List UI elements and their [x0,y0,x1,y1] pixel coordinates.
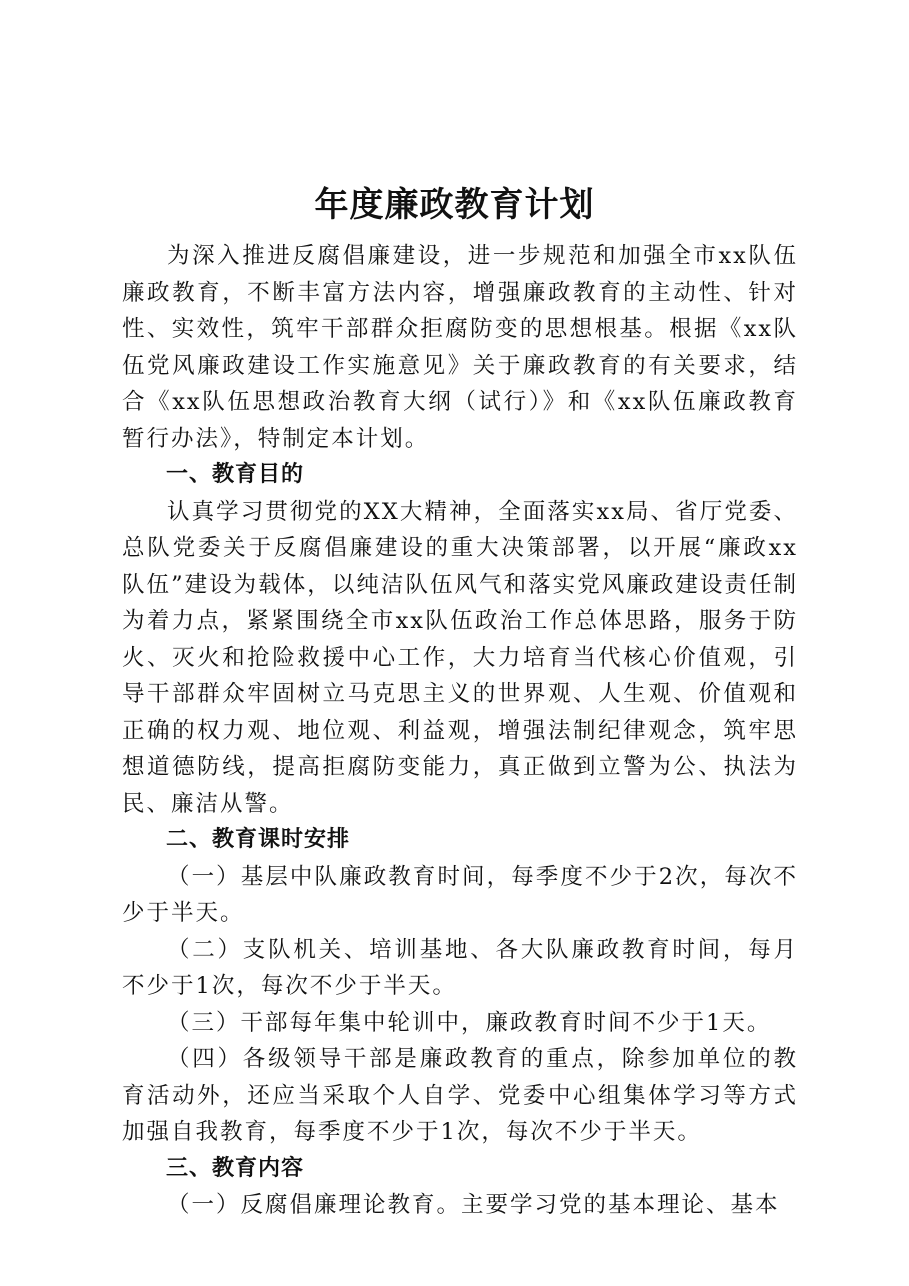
intro-paragraph: 为深入推进反腐倡廉建设，进一步规范和加强全市xx队伍廉政教育，不断丰富方法内容，增强廉政教育的主动性、针对性、实效性，筑牢干部群众拒腐防变的思想根基。根据《xx队伍党风廉政建设工作实施意见》关于廉政教育的有关要求，结合《xx队伍思想政治教育大纲（试行）》和《xx队伍廉政教育暂行办法》，特制定本计划。 [122,243,798,452]
section-heading-content: 三、教育内容 [166,1155,305,1181]
document-body [122,238,798,1224]
purpose-paragraph: 认真学习贯彻党的XX大精神，全面落实xx局、省厅党委、总队党委关于反腐倡廉建设的重大决策部署，以开展“廉政xx队伍”建设为载体，以纯洁队伍风气和落实党风廉政建设责任制为着力点，紧紧围绕全市xx队伍政治工作总体思路，服务于防火、灭火和抢险救援中心工作，大力培育当代核心价值观，引导干部群众牢固树立马克思主义的世界观、人生观、价值观和正确的权力观、地位观、利益观，增强法制纪律观念，筑牢思想道德防线，提高拒腐防变能力，真正做到立警为公、执法为民、廉洁从警。 [122,498,798,817]
section-heading-schedule: 二、教育课时安排 [166,827,351,852]
schedule-item: （三）干部每年集中轮训中，廉政教育时间不少于1天。 [167,1009,772,1036]
section-heading-purpose: 一、教育目的 [166,462,305,487]
schedule-item: （二）支队机关、培训基地、各大队廉政教育时间，每月不少于1次，每次不少于半天。 [122,936,798,999]
schedule-item: （四）各级领导干部是廉政教育的重点，除参加单位的教育活动外，还应当采取个人自学、党委中心组集体学习等方式加强自我教育，每季度不少于1次，每次不少于半天。 [122,1046,798,1145]
schedule-item: （一）基层中队廉政教育时间，每季度不少于2次，每次不少于半天。 [122,863,798,926]
document-title: 年度廉政教育计划 [314,184,595,225]
content-item: （一）反腐倡廉理论教育。主要学习党的基本理论、基本 [167,1192,780,1218]
